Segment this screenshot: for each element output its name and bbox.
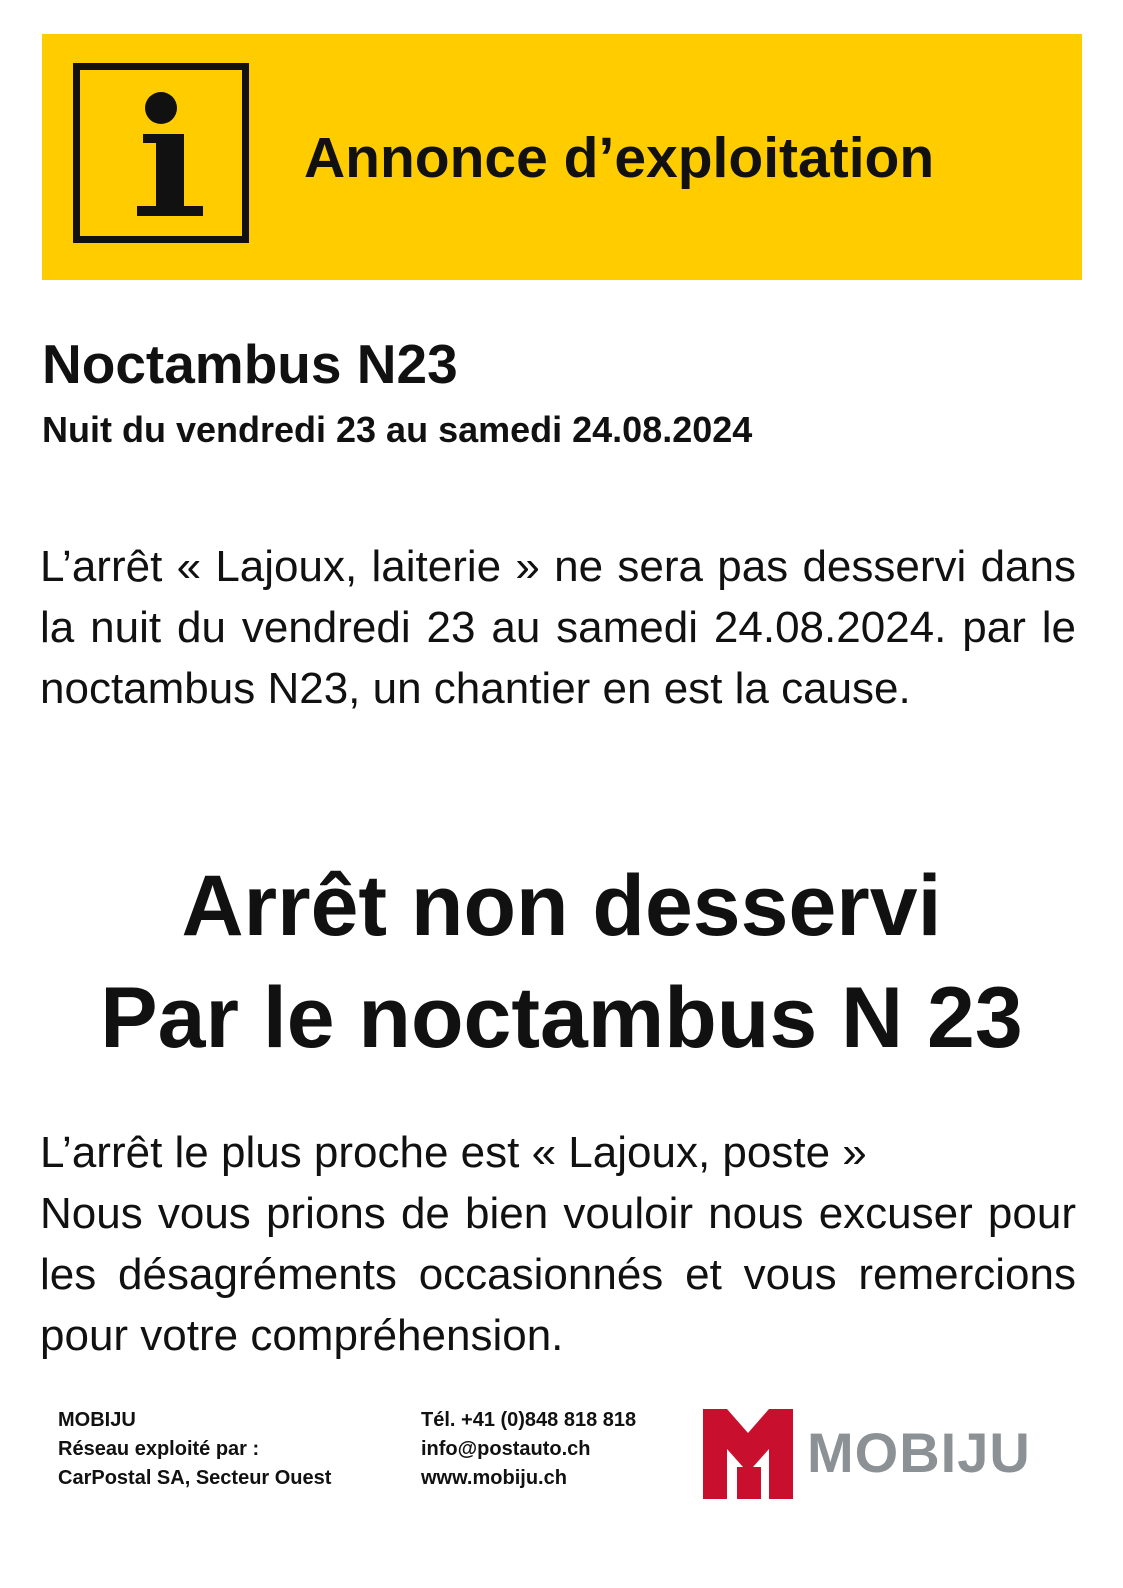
website-link: www.mobiju.ch	[421, 1467, 567, 1489]
announcement-banner	[42, 34, 1082, 280]
page-title: Noctambus N23	[42, 333, 458, 395]
contact-info	[421, 1406, 636, 1493]
headline-line-2: Par le noctambus N 23	[100, 970, 1023, 1066]
info-icon	[73, 63, 249, 243]
banner-title: Annonce d’exploitation	[304, 126, 935, 190]
operator-line: Réseau exploité par :	[58, 1438, 260, 1460]
mobiju-logo	[703, 1409, 1063, 1499]
logo-text: MOBIJU	[807, 1421, 1031, 1484]
operator-line: CarPostal SA, Secteur Ouest	[58, 1467, 332, 1489]
apology-paragraph: Nous vous prions de bien vouloir nous excuser pour les désagréments occasionnés et vous remercions pour votre compréhension.	[40, 1189, 1076, 1360]
notice-paragraph: L’arrêt « Lajoux, laiterie » ne sera pas desservi dans la nuit du vendredi 23 au samedi 24.08.2024. par le noctambus N23, un chantier en est la cause.	[40, 542, 1076, 713]
email-address: info@postauto.ch	[421, 1438, 591, 1460]
operator-line: MOBIJU	[58, 1409, 136, 1431]
operator-info	[58, 1406, 331, 1493]
nearest-stop-text: L’arrêt le plus proche est « Lajoux, poste »	[40, 1128, 867, 1177]
headline-line-1: Arrêt non desservi	[181, 858, 942, 954]
headline	[20, 850, 1103, 1074]
mobiju-logo-mark-icon	[703, 1409, 793, 1499]
phone-number: Tél. +41 (0)848 818 818	[421, 1409, 637, 1431]
page-subtitle: Nuit du vendredi 23 au samedi 24.08.2024	[42, 409, 753, 450]
